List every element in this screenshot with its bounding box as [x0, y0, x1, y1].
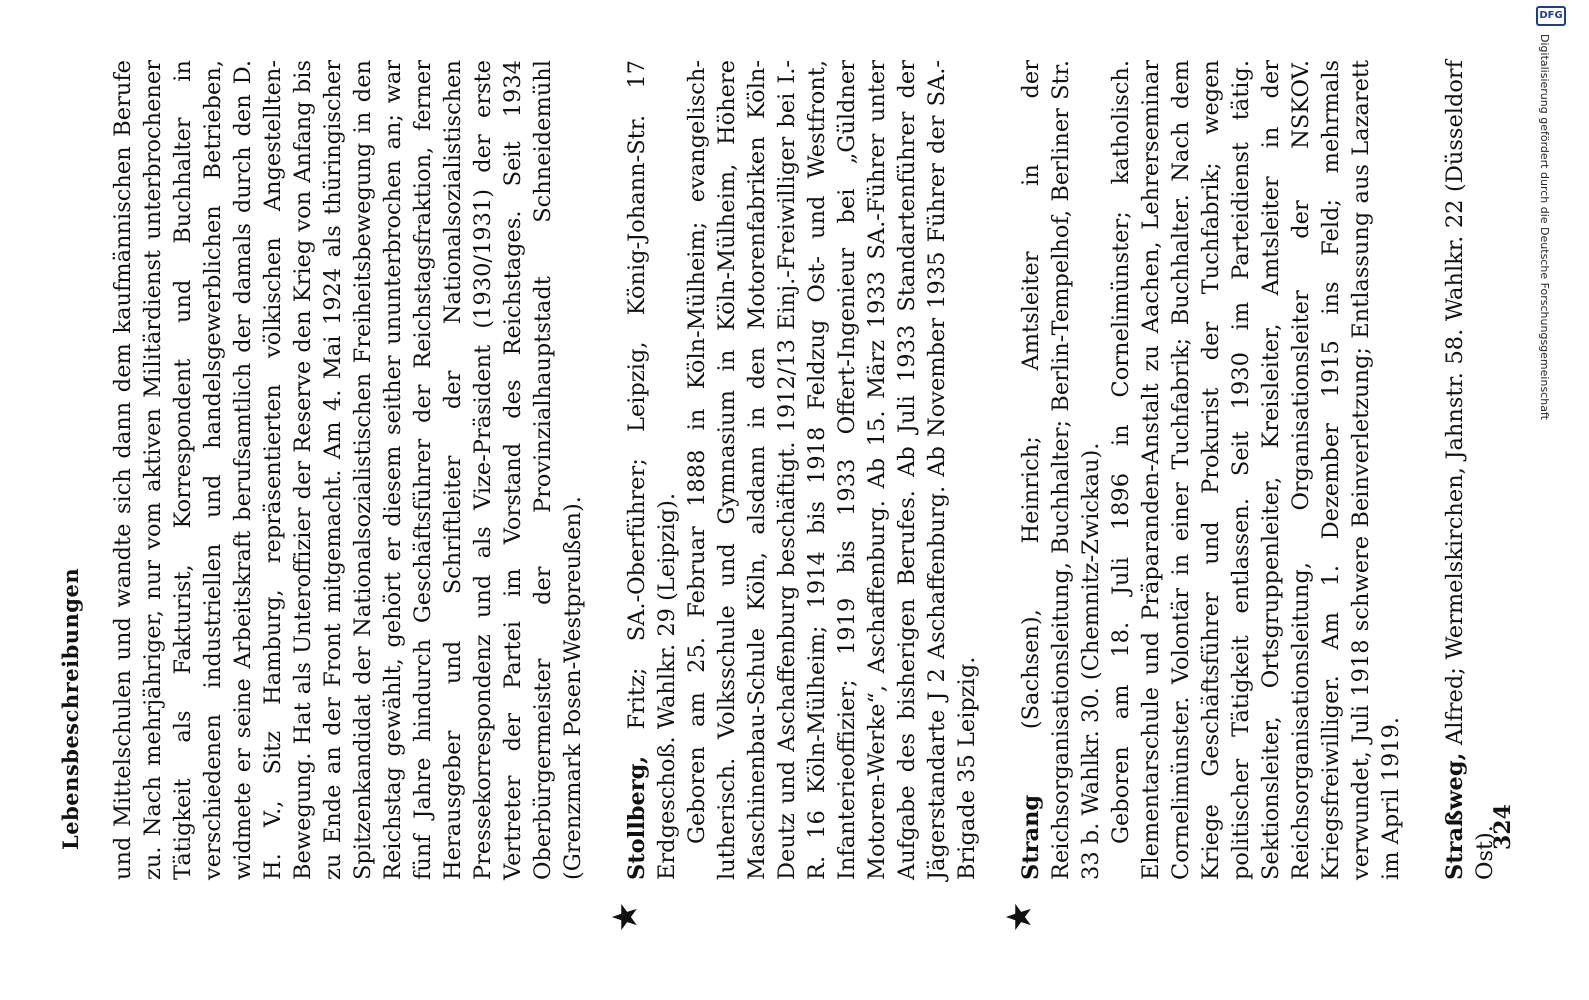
entry-header-text: Alfred; Wermelskirchen, Jahnstr. 58. Wahlkr. 22 (Düsseldorf Ost).	[1442, 60, 1498, 880]
entry-name: Strang	[1018, 794, 1044, 880]
entry-paragraph	[1440, 60, 1500, 880]
entry-header-text: (Sachsen), Heinrich; Amtsleiter in der Reichsorganisationsleitung, Buchhalter; Berlin-Tempelhof, Berliner Str. 33 b. Wahlkr. 30. (Chemnitz-Zwickau).	[1018, 60, 1104, 880]
entry-name: Stollberg,	[624, 755, 650, 880]
entry-paragraph	[622, 60, 682, 880]
entry-name: Straßweg,	[1442, 752, 1468, 880]
entry-strassweg	[1440, 60, 1500, 880]
entry-header-text: Fritz; SA.-Oberführer; Leipzig, König-Johann-Str. 17 Erdgeschoß. Wahlkr. 29 (Leipzig).	[624, 59, 680, 880]
star-icon	[610, 902, 640, 932]
entry-strang	[1016, 60, 1406, 880]
funding-note: Digitalisierung gefördert durch die Deutsche Forschungsgemeinschaft	[1538, 34, 1551, 420]
page-number: 324	[1490, 804, 1516, 850]
digitization-sidebar	[1528, 0, 1568, 1000]
entry-paragraph: Geboren am 25. Februar 1888 in Köln-Mülheim; evangelisch-lutherisch. Volksschule und Gymnasium in Köln-Mülheim, Höhere Maschinenbau-Schule Köln, alsdann in den Motorenfabriken Köln-Deutz und Aschaffenburg beschäftigt. 1912/13 Einj.-Freiwilliger bei I.-R. 16 Köln-Mülheim; 1914 bis 1918 Feldzug Ost- und Westfront, Infanterieoffizier; 1919 bis 1933 Offert-Ingenieur bei „Güldner Motoren-Werke“, Aschaffenburg. Ab 15. März 1933 SA.-Führer unter Aufgabe des bisherigen Berufes. Ab Juli 1933 Standartenführer der Jägerstandarte J 2 Aschaffenburg. Ab November 1935 Führer der SA.-Brigade 35 Leipzig.	[684, 60, 980, 880]
entry-continuation	[108, 60, 588, 880]
entry-paragraph	[1016, 60, 1106, 880]
entry-paragraph: und Mittelschulen und wandte sich dann dem kaufmännischen Berufe zu. Nach mehrjähriger, nur vom aktiven Militärdienst unterbrochener Tätigkeit als Fakturist, Korrespondent und Buchhalter in verschiedenen industriellen und handelsgewerblichen Betrieben, widmete er seine Arbeitskraft berufsamtlich der damals durch den D. H. V., Sitz Hamburg, repräsentierten völkischen Angestellten-Bewegung. Hat als Unteroffizier der Reserve den Krieg von Anfang bis zu Ende an der Front mitgemacht. Am 4. Mai 1924 als thüringischer Spitzenkandidat der Nationalsozialistischen Freiheitsbewegung in den Reichstag gewählt, gehört er diesem seither ununterbrochen an; war fünf Jahre hindurch Geschäftsführer der Reichstagsfraktion, ferner Herausgeber und Schriftleiter der Nationalsozialistischen Pressekorrespondenz und als Vize-Präsident (1930/1931) der erste Vertreter der Partei im Vorstand des Reichstages. Seit 1934 Oberbürgermeister der Provinzialhauptstadt Schneidemühl (Grenzmark Posen-Westpreußen).	[110, 60, 586, 880]
entry-paragraph: Geboren am 18. Juli 1896 in Cornelimünster; katholisch. Elementarschule und Präparanden-Anstalt zu Aachen, Lehrerseminar Cornelimünster. Volontär in einer Tuchfabrik; Buchhalter. Nach dem Kriege Geschäftsführer und Prokurist der Tuchfabrik; wegen politischer Tätigkeit entlassen. Seit 1930 im Parteidienst tätig. Sektionsleiter, Ortsgruppenleiter, Kreisleiter, Amtsleiter in der Reichsorganisationsleitung, Organisationsleiter der NSKOV. Kriegsfreiwilliger. Am 1. Dezember 1915 ins Feld; mehrmals verwundet, Juli 1918 schwere Beinverletzung; Entlassung aus Lazarett im April 1919.	[1108, 60, 1404, 880]
text-column	[108, 60, 1500, 880]
entry-stollberg	[622, 60, 982, 880]
dfg-logo: DFG	[1536, 6, 1566, 26]
star-icon	[1004, 902, 1034, 932]
running-title: Lebensbeschreibungen	[58, 567, 83, 850]
